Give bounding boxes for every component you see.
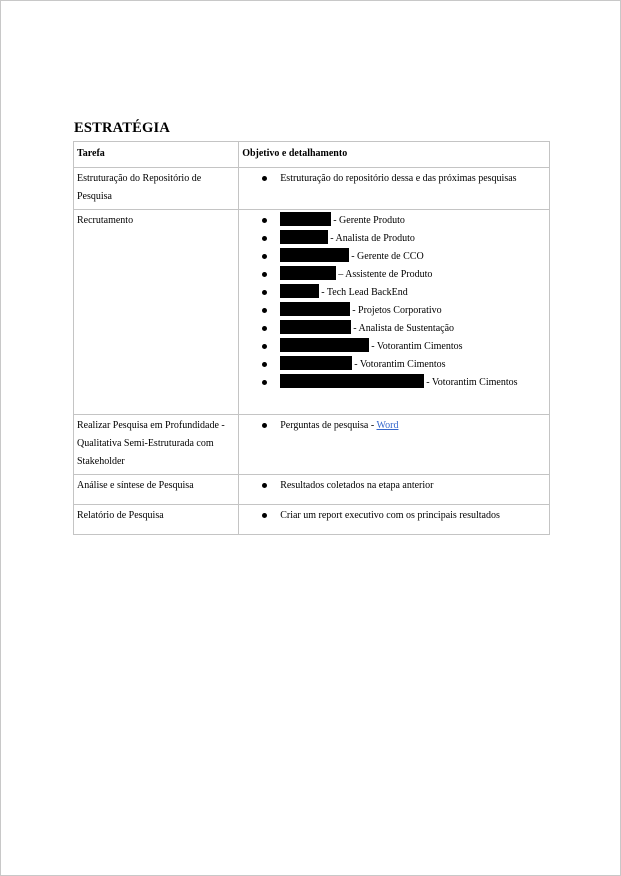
- redaction-bar: [280, 284, 319, 298]
- bullet-list: [242, 477, 546, 495]
- list-item: [262, 320, 546, 338]
- list-item: [262, 248, 546, 266]
- task-cell: Realizar Pesquisa em Profundidade - Qualitativa Semi-Estruturada com Stakeholder: [74, 415, 239, 475]
- redaction-bar: [280, 248, 349, 262]
- redaction-bar: [280, 356, 352, 370]
- list-item-text: - Analista de Sustentação: [353, 323, 455, 334]
- list-item-text: Perguntas de pesquisa -: [280, 420, 377, 431]
- column-header-tarefa: Tarefa: [74, 142, 239, 168]
- redaction-bar: [280, 338, 369, 352]
- list-item: [262, 374, 546, 392]
- details-cell: [239, 210, 550, 415]
- section-heading: ESTRATÉGIA: [74, 120, 171, 136]
- table-row: [74, 210, 550, 415]
- list-item-text: - Analista de Produto: [330, 233, 415, 244]
- details-cell: [239, 168, 550, 210]
- list-item: [262, 338, 546, 356]
- list-item: Criar um report executivo com os principais resultados: [262, 507, 546, 525]
- bullet-list: [242, 417, 546, 435]
- table-row: [74, 475, 550, 505]
- list-item: Estruturação do repositório dessa e das próximas pesquisas: [262, 170, 546, 188]
- strategy-table: [73, 141, 550, 535]
- list-item-text: – Assistente de Produto: [338, 269, 433, 280]
- task-cell: Estruturação do Repositório de Pesquisa: [74, 168, 239, 210]
- redaction-bar: [280, 320, 351, 334]
- task-cell: Análise e síntese de Pesquisa: [74, 475, 239, 505]
- list-item: [262, 417, 546, 435]
- list-item-text: - Projetos Corporativo: [352, 305, 442, 316]
- redaction-bar: [280, 266, 336, 280]
- list-item-text: - Votorantim Cimentos: [426, 377, 518, 388]
- list-item: Resultados coletados na etapa anterior: [262, 477, 546, 495]
- redaction-bar: [280, 374, 424, 388]
- table-row: [74, 505, 550, 535]
- list-item: [262, 266, 546, 284]
- list-item: [262, 356, 546, 374]
- redaction-bar: [280, 212, 331, 226]
- redaction-bar: [280, 230, 328, 244]
- list-item: [262, 284, 546, 302]
- table-row: [74, 415, 550, 475]
- task-cell: Recrutamento: [74, 210, 239, 415]
- details-cell: [239, 475, 550, 505]
- column-header-objetivo: Objetivo e detalhamento: [239, 142, 550, 168]
- list-item: [262, 212, 546, 230]
- details-cell: [239, 505, 550, 535]
- word-link[interactable]: Word: [376, 420, 399, 431]
- list-item: [262, 302, 546, 320]
- task-cell: Relatório de Pesquisa: [74, 505, 239, 535]
- list-item-text: - Gerente de CCO: [351, 251, 424, 262]
- table-header-row: [74, 142, 550, 168]
- bullet-list: [242, 507, 546, 525]
- details-cell: [239, 415, 550, 475]
- list-item-text: - Votorantim Cimentos: [354, 359, 446, 370]
- list-item-text: - Gerente Produto: [333, 215, 405, 226]
- table-row: [74, 168, 550, 210]
- bullet-list: [242, 170, 546, 188]
- list-item-text: - Tech Lead BackEnd: [321, 287, 408, 298]
- list-item: [262, 230, 546, 248]
- redaction-bar: [280, 302, 350, 316]
- bullet-list: [242, 212, 546, 392]
- list-item-text: - Votorantim Cimentos: [371, 341, 463, 352]
